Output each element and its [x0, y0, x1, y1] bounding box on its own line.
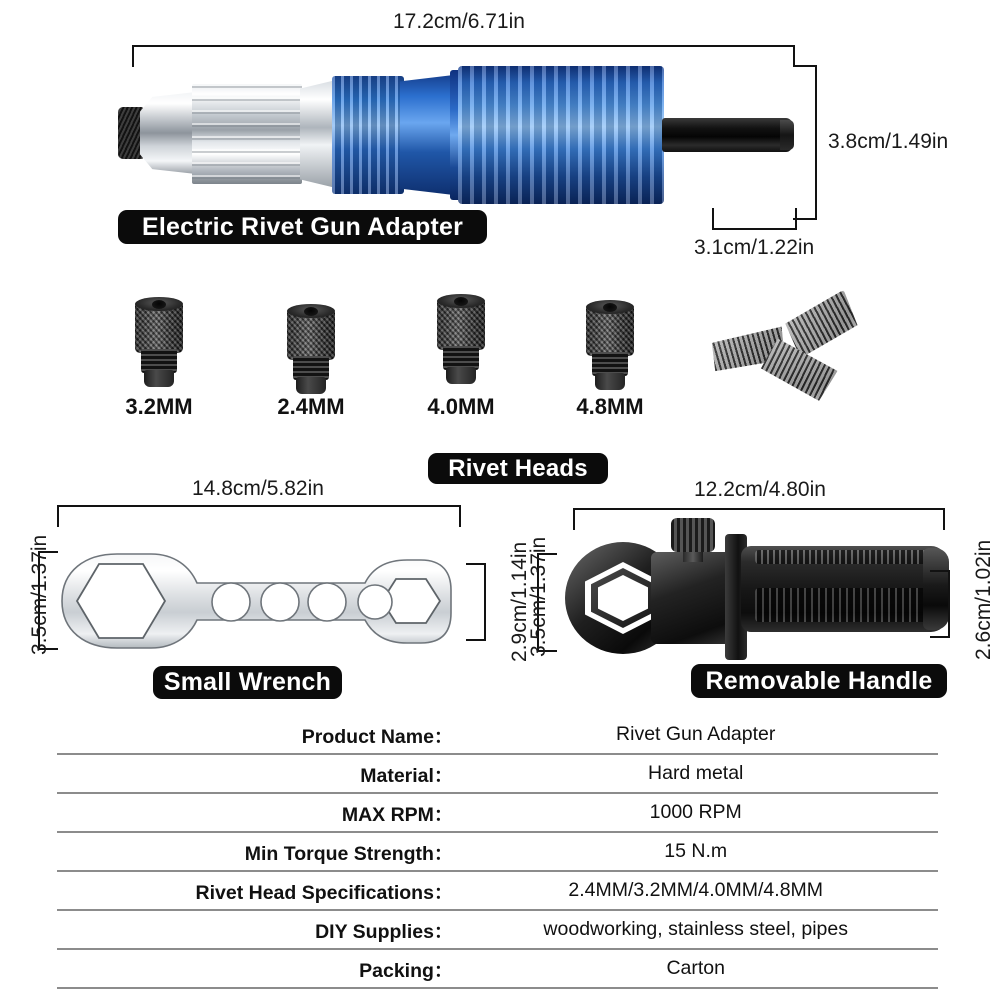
rivet-head-4-8mm-image: [582, 300, 638, 390]
spec-row-key: Rivet Head Specifications：: [195, 881, 454, 904]
wrench-right-bracket-top-tick: [466, 563, 486, 565]
spec-row-value: 2.4MM/3.2MM/4.0MM/4.8MM: [568, 879, 824, 901]
rivet-head-size-label-3: 4.8MM: [576, 394, 644, 419]
rivet-head-4-0mm-image: [433, 294, 489, 384]
adapter-blue-body: [458, 66, 664, 204]
adapter-hex-shank: [662, 118, 792, 152]
adapter-barrel-grooves: [192, 84, 302, 184]
handle-knurled-screw: [671, 518, 715, 552]
rivet-head-tip: [296, 377, 326, 394]
adapter-section-label: Electric Rivet Gun Adapter: [118, 210, 487, 244]
spec-row: [57, 716, 938, 753]
wrench-right-bracket-bottom-tick: [466, 639, 486, 641]
adapter-blue-collar: [332, 76, 404, 194]
rivet-head-tip: [595, 373, 625, 390]
rivet-head-bore-icon: [152, 300, 166, 309]
adapter-length-bracket-line: [132, 45, 795, 47]
handle-grip-ribs-bottom: [755, 588, 935, 622]
adapter-shank-bracket-left-tick: [712, 208, 714, 230]
rivet-head-size-label-1: 2.4MM: [277, 394, 345, 419]
spec-row-key: MAX RPM：: [341, 803, 454, 826]
adapter-height-bracket-top-tick: [793, 65, 817, 67]
rivet-head-size-label-2: 4.0MM: [427, 394, 495, 419]
wrench-body: [62, 554, 451, 648]
wrench-right-height-dimension-label: 2.9cm/1.14in: [508, 541, 531, 662]
spec-row-key: Product Name：: [301, 725, 454, 748]
spec-row-value: 15 N.m: [664, 840, 728, 862]
adapter-hex-nut: [300, 80, 336, 188]
spec-row-divider: [57, 987, 938, 989]
spec-row-key: DIY Supplies：: [315, 920, 454, 943]
adapter-length-dimension-label: 17.2cm/6.71in: [393, 10, 525, 33]
spec-row-value: 1000 RPM: [649, 801, 742, 823]
handle-right-bracket-bottom-tick: [930, 636, 950, 638]
spec-row: [57, 794, 938, 831]
rivet-head-bore-icon: [603, 303, 617, 312]
spec-row-value: Rivet Gun Adapter: [616, 723, 776, 745]
spec-row: [57, 911, 938, 948]
handle-left-height-dimension-label: 3.5cm/1.37in: [527, 536, 550, 657]
removable-handle-section-label: Removable Handle: [691, 664, 947, 698]
rivet-head-3-2mm-image: [131, 297, 187, 387]
removable-handle-image: [565, 518, 955, 660]
handle-length-bracket-line: [573, 508, 945, 510]
spec-row-value: woodworking, stainless steel, pipes: [543, 918, 848, 940]
rivet-heads-section-label: Rivet Heads: [428, 453, 608, 484]
spec-row: [57, 872, 938, 909]
spec-row: [57, 833, 938, 870]
rivet-head-bore-icon: [454, 297, 468, 306]
handle-right-bracket-top-tick: [930, 570, 950, 572]
handle-right-height-dimension-label: 2.6cm/1.02in: [972, 539, 995, 660]
rivet-head-tip: [144, 370, 174, 387]
wrench-length-dimension-label: 14.8cm/5.82in: [192, 477, 324, 500]
spec-row-key: Packing：: [359, 959, 454, 982]
adapter-shank-tip: [780, 120, 794, 150]
spec-row: [57, 950, 938, 987]
spec-row: [57, 755, 938, 792]
wrench-length-bracket-left-tick: [57, 505, 59, 527]
electric-rivet-gun-adapter-image: [118, 60, 808, 210]
adapter-shank-dimension-label: 3.1cm/1.22in: [694, 236, 815, 259]
rivet-head-bore-icon: [304, 307, 318, 316]
adapter-shank-bracket-right-tick: [795, 208, 797, 230]
adapter-height-bracket-line: [815, 65, 817, 220]
spec-row-key: Min Torque Strength：: [244, 842, 454, 865]
small-wrench-section-label: Small Wrench: [153, 666, 342, 699]
adapter-shank-bracket-line: [712, 228, 797, 230]
spec-row-value: Hard metal: [648, 762, 744, 784]
specification-table: [57, 716, 938, 989]
handle-grip-ribs-top: [755, 550, 941, 564]
handle-end-cap: [923, 548, 949, 630]
rivet-head-2-4mm-image: [283, 304, 339, 394]
rivet-head-size-label-0: 3.2MM: [125, 394, 193, 419]
spec-row-key: Material：: [360, 764, 454, 787]
handle-length-dimension-label: 12.2cm/4.80in: [694, 478, 826, 501]
spec-row-value: Carton: [666, 957, 725, 979]
adapter-nose-cone: [140, 92, 196, 174]
wrench-right-bracket-line: [484, 563, 486, 641]
wrench-length-bracket-line: [57, 505, 461, 507]
small-wrench-image: [55, 545, 455, 657]
handle-right-bracket-line: [948, 570, 950, 638]
adapter-height-dimension-label: 3.8cm/1.49in: [828, 130, 949, 153]
rivet-head-tip: [446, 367, 476, 384]
wrench-length-bracket-right-tick: [459, 505, 461, 527]
wrench-left-height-dimension-label: 3.5cm/1.37in: [28, 534, 51, 655]
